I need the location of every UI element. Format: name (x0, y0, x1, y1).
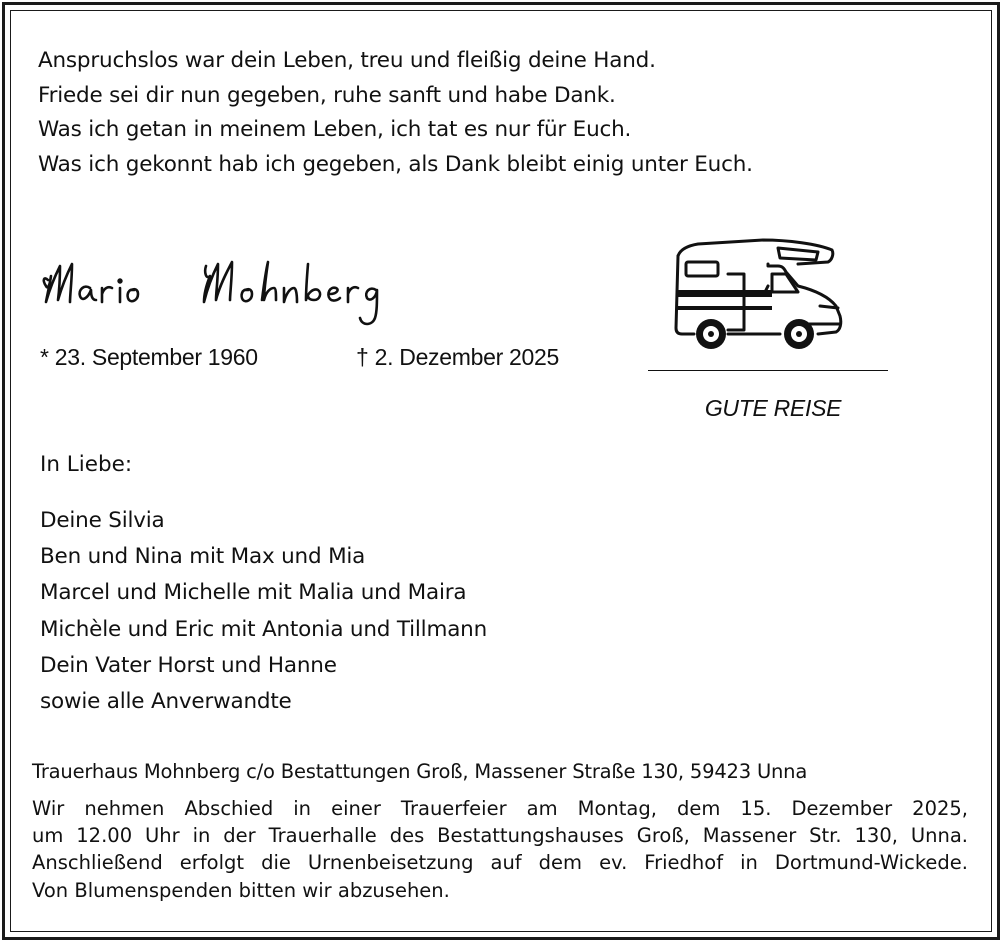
camper-van-icon (668, 234, 848, 364)
list-item: Michèle und Eric mit Antonia und Tillmann (40, 616, 488, 642)
mourners-intro: In Liebe: (40, 452, 133, 477)
death-date: † 2. Dezember 2025 (356, 344, 560, 370)
notice-line: Anschließend erfolgt die Urnenbeisetzung auf dem ev. Friedhof in Dortmund-Wickede. (32, 851, 968, 875)
poem-line: Anspruchslos war dein Leben, treu und fleißig deine Hand. (38, 48, 656, 73)
notice-line: um 12.00 Uhr in der Trauerhalle des Bestattungshauses Groß, Massener Str. 130, Unna. (32, 824, 968, 848)
divider-line (648, 370, 888, 371)
poem-line: Was ich gekonnt hab ich gegeben, als Dank bleibt einig unter Euch. (38, 151, 753, 177)
mourners-list (40, 503, 487, 720)
mourning-house-address: Trauerhaus Mohnberg c/o Bestattungen Groß, Massener Straße 130, 59423 Unna (32, 760, 808, 783)
poem (38, 44, 753, 182)
list-item: Marcel und Michelle mit Malia und Maira (40, 580, 467, 606)
deceased-name-signature (34, 236, 454, 336)
camper-caption: GUTE REISE (704, 395, 842, 421)
list-item: Deine Silvia (40, 508, 165, 533)
notice-line: Wir nehmen Abschied in einer Trauerfeier am Montag, dem 15. Dezember 2025, (32, 797, 968, 820)
birth-date: * 23. September 1960 (40, 344, 258, 370)
list-item: Dein Vater Horst und Hanne (40, 652, 337, 678)
list-item: sowie alle Anverwandte (40, 689, 292, 715)
notice-line: Von Blumenspenden bitten wir abzusehen. (32, 878, 450, 902)
poem-line: Was ich getan in meinem Leben, ich tat es nur für Euch. (38, 117, 632, 142)
list-item: Ben und Nina mit Max und Mia (40, 544, 366, 570)
poem-line: Friede sei dir nun gegeben, ruhe sanft und habe Dank. (38, 82, 616, 108)
funeral-notice (32, 795, 968, 904)
